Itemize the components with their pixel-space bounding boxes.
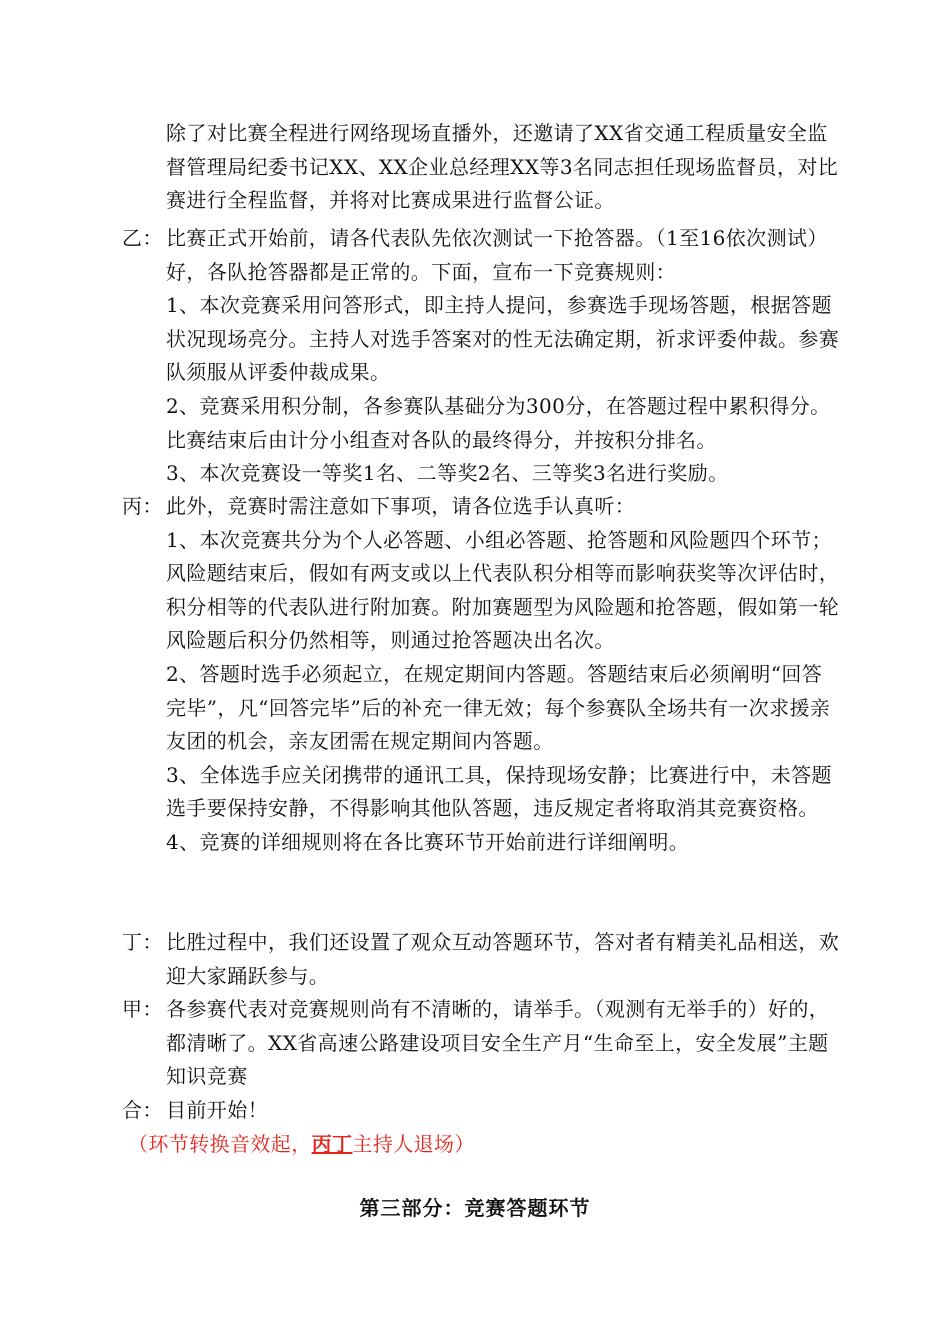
speech-jia [122,993,842,1094]
paragraph-text: 除了对比赛全程进行网络现场直播外，还邀请了XX省交通工程质量安全监督管理局纪委书记XX、XX企业总经理XX等3名同志担任现场监督员，对比赛进行全程监督，并将对比赛成果进行监督公证。 [166,121,839,213]
paragraph-block-d [122,926,842,1161]
stage-direction-highlight: 丙丁 [311,1131,353,1156]
paragraph-block-c [122,490,842,860]
rule-item-1: 1、本次竞赛采用问答形式，即主持人提问，参赛选手现场答题，根据答题状况现场亮分。主持人对选手答案对的性无法确定期，祈求评委仲裁。参赛队须服从评委仲裁成果。 [166,293,840,385]
note-item-3: 3、全体选手应关闭携带的通讯工具，保持现场安静；比赛进行中，未答题选手要保持安静，不得影响其他队答题，违反规定者将取消其竞赛资格。 [166,762,832,821]
speaker-label: 丙： [122,494,163,518]
speech-yi [122,222,842,289]
stage-direction-post: 主持人退场） [352,1131,475,1156]
speech-text: 各参赛代表对竞赛规则尚有不清晰的，请举手。（观测有无举手的）好的，都清晰了。XX省高速公路建设项目安全生产月“生命至上，安全发展”主题知识竞赛 [166,997,830,1089]
note-item-2: 2、答题时选手必须起立，在规定期间内答题。答题结束后必须阐明“回答完毕”，凡“回答完毕”后的补充一律无效；每个参赛队全场共有一次求援亲友团的机会，亲友团需在规定期间内答题。 [166,661,831,754]
speech-bing [122,490,842,524]
speech-ding [122,926,842,993]
paragraph-block-b [122,222,842,491]
speaker-label: 丁： [122,930,163,954]
speech-text: 此外，竞赛时需注意如下事项，请各位选手认真听： [166,494,636,518]
rule-item-2: 2、竞赛采用积分制，各参赛队基础分为300分，在答题过程中累积得分。比赛结束后由计分小组查对各队的最终得分，并按积分排名。 [166,393,831,452]
speaker-label: 乙： [122,226,163,250]
section-heading: 第三部分：竞赛答题环节 [359,1196,591,1220]
note-item-4: 4、竞赛的详细规则将在各比赛环节开始前进行详细阐明。 [166,829,690,854]
speaker-label: 甲： [122,997,163,1022]
paragraph-block-a [122,117,842,218]
paragraph-continuation [122,117,842,218]
speech-text: 目前开始！ [166,1097,268,1122]
speech-he [122,1094,842,1128]
speech-text: 比胜过程中，我们还设置了观众互动答题环节，答对者有精美礼品相送，欢迎大家踊跃参与。 [166,930,840,988]
stage-direction [122,1128,842,1162]
speech-text: 比赛正式开始前，请各代表队先依次测试一下抢答器。（1至16依次测试）好，各队抢答器都是正常的。下面，宣布一下竞赛规则： [166,226,828,284]
stage-direction-pre: （环节转换音效起， [128,1131,312,1156]
speaker-label: 合： [122,1097,163,1122]
note-item-1: 1、本次竞赛共分为个人必答题、小组必答题、抢答题和风险题四个环节；风险题结束后，假如有两支或以上代表队积分相等而影响获奖等次评估时，积分相等的代表队进行附加赛。附加赛题型为风险题和抢答题，假如第一轮风险题后积分仍然相等，则通过抢答题决出名次。 [166,527,840,653]
rule-item-3: 3、本次竞赛设一等奖1名、二等奖2名、三等奖3名进行奖励。 [166,461,729,486]
